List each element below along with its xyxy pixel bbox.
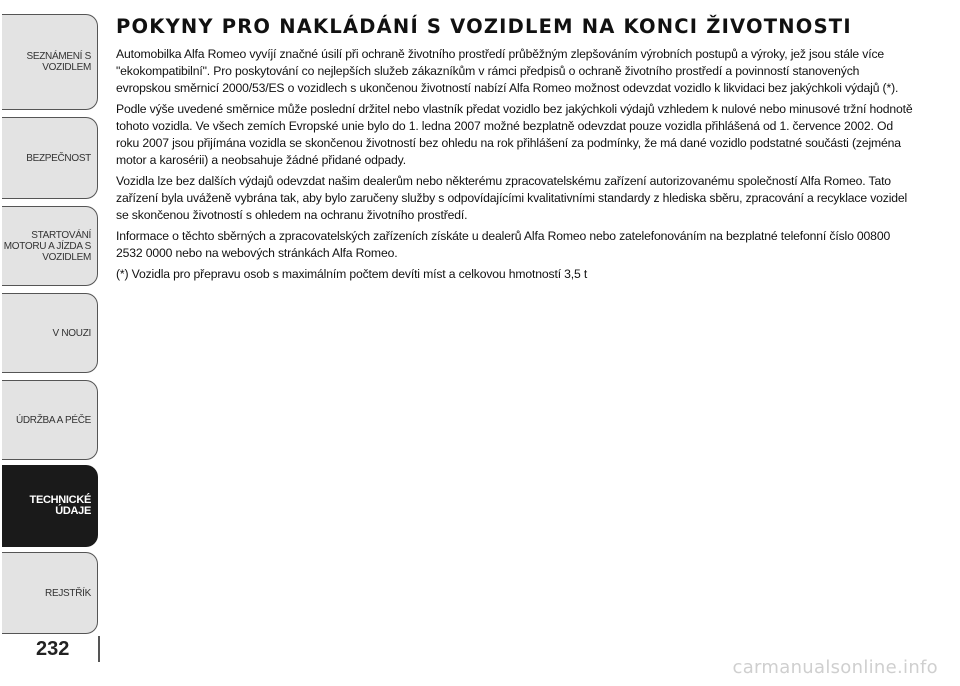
tab-label: ÚDRŽBA A PÉČE <box>15 414 91 426</box>
tab-label: SEZNÁMENÍ S VOZIDLEM <box>26 51 91 73</box>
tab-label: TECHNICKÉ ÚDAJE <box>29 494 91 517</box>
paragraph: Podle výše uvedené směrnice může poslední držitel nebo vlastník předat vozidlo bez jakýchkoli výdajů vzhledem k nulové nebo minusové tržní hodnotě tohoto vozidla. Ve všech zemích Evropské unie bylo do 1. ledna 2007 možné bezplatně odevzdat pouze vozidla přihlášená od 1. července 2002. Od roku 2007 jsou přijímána vozidla se skončenou životností bez ohledu na rok přihlášení za podmínky, že má dané vozidlo podstatné součásti (zejména motor a karosérii) a neobsahuje žádné přidané odpady. <box>116 102 913 167</box>
tab-rejstrik[interactable] <box>2 552 98 634</box>
page-title: POKYNY PRO NAKLÁDÁNÍ S VOZIDLEM NA KONCI ŽIVOTNOSTI <box>116 15 852 38</box>
paragraph: Vozidla lze bez dalších výdajů odevzdat našim dealerům nebo některému zpracovatelskému zařízení autorizovanému společností Alfa Romeo. Tato zařízení byla uváženě vybrána tak, aby bylo zaručeny služby s odpovídajícími kvalitativními standardy z hlediska sběru, zpracování a recyklace vozidel se skončenou životností s ohledem na ochranu životního prostředí. <box>116 174 908 222</box>
tab-label: BEZPEČNOST <box>26 152 91 164</box>
tab-label: STARTOVÁNÍ MOTORU A JÍZDA S VOZIDLEM <box>3 229 91 263</box>
tab-udrzba-a-pece[interactable] <box>2 380 98 460</box>
sidebar-tabs <box>0 0 100 640</box>
tab-technicke-udaje[interactable] <box>2 465 98 547</box>
paragraph: Informace o těchto sběrných a zpracovatelských zařízeních získáte u dealerů Alfa Romeo nebo zatelefonováním na bezplatné telefonní číslo 00800 2532 0000 nebo na webových stránkách Alfa Romeo. <box>116 229 891 260</box>
tab-bezpecnost[interactable] <box>2 117 98 199</box>
watermark: carmanualsonline.info <box>732 657 938 678</box>
tab-startovani-motoru[interactable] <box>2 206 98 286</box>
main-content <box>116 14 916 287</box>
page-number: 232 <box>36 638 70 660</box>
tab-seznameni-s-vozidlem[interactable] <box>2 14 98 110</box>
footnote: (*) Vozidla pro přepravu osob s maximálním počtem devíti míst a celkovou hmotností 3,5 t <box>116 267 588 281</box>
tab-v-nouzi[interactable] <box>2 293 98 373</box>
tab-label: REJSTŘÍK <box>45 587 91 599</box>
tab-label: V NOUZI <box>52 327 91 339</box>
paragraph: Automobilka Alfa Romeo vyvíjí značné úsilí při ochraně životního prostředí průběžným zlepšováním výrobních postupů a výroky, jež jsou stále více "ekokompatibilní". Pro poskytování co nejlepších služeb zákazníkům v rámci předpisů o ochraně životního prostředí a povinností stanovených evropskou směrnicí 2000/53/ES o vozidlech s ukončenou životností nabízí Alfa Romeo možnost odevzdat vozidlo k likvidaci bez jakýchkoli výdajů (*). <box>116 47 899 95</box>
sidebar-divider <box>98 636 100 662</box>
